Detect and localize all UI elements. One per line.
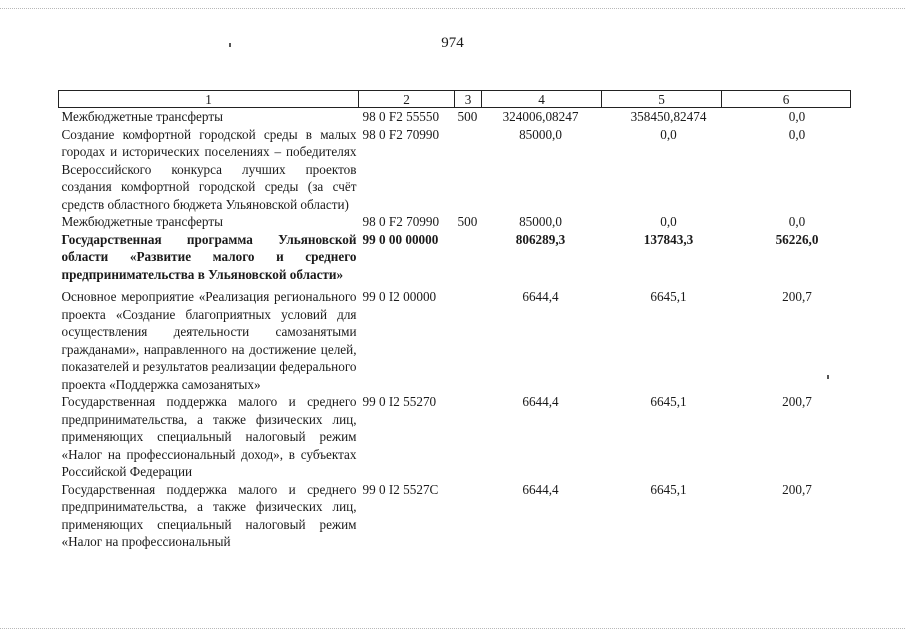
row-code: 98 0 F2 70990 — [362, 126, 440, 142]
row-group — [455, 283, 482, 393]
row-group — [455, 393, 482, 481]
row-name: Межбюджетные трансферты — [61, 214, 223, 229]
row-name: Государственная поддержка малого и среднего предпринимательства, а также физических лиц, применяющих специальный налоговый режим «Налог на профессиональный доход», в субъектах Российской Федерации — [61, 394, 357, 479]
row-value-6: 56226,0 — [775, 231, 819, 247]
row-value-4: 806289,3 — [515, 231, 566, 247]
row-name: Межбюджетные трансферты — [61, 109, 223, 124]
header-col-1: 1 — [59, 91, 359, 108]
row-value-5: 6645,1 — [650, 394, 687, 409]
row-code: 98 0 F2 55550 — [362, 109, 440, 124]
row-name: Основное мероприятие «Реализация регионального проекта «Создание благоприятных условий для осуществления деятельности самозанятыми гражданами», направленного на достижение целей, показателей и результатов реализации федерального проекта «Поддержка самозанятых» — [61, 289, 357, 392]
row-group — [455, 231, 482, 284]
row-value-4: 6644,4 — [522, 289, 559, 304]
row-code: 99 0 00 00000 — [362, 231, 439, 247]
header-col-5: 5 — [602, 91, 722, 108]
row-code: 99 0 I2 5527C — [362, 481, 439, 497]
scan-speck — [229, 43, 231, 47]
header-col-4: 4 — [482, 91, 602, 108]
table-row — [59, 108, 851, 126]
row-value-6: 0,0 — [788, 126, 806, 142]
row-code: 98 0 F2 70990 — [362, 214, 440, 229]
row-value-5: 6645,1 — [650, 481, 687, 497]
row-code: 99 0 I2 00000 — [362, 289, 437, 304]
row-value-6: 200,7 — [782, 481, 812, 497]
top-scan-edge — [0, 8, 905, 9]
row-value-5: 358450,82474 — [630, 109, 707, 124]
header-col-2: 2 — [359, 91, 455, 108]
table-row — [59, 126, 851, 214]
bottom-scan-edge — [0, 628, 905, 629]
page-number: 974 — [441, 35, 464, 51]
header-col-3: 3 — [455, 91, 482, 108]
row-value-6: 200,7 — [782, 289, 812, 304]
table-row-program — [59, 231, 851, 284]
table-header-row — [59, 91, 851, 108]
row-value-4: 85000,0 — [519, 126, 562, 142]
row-group — [455, 126, 482, 214]
row-value-4: 6644,4 — [522, 394, 559, 409]
row-name: Государственная программа Ульяновской области «Развитие малого и среднего предпринимательства в Ульяновской области» — [61, 231, 357, 282]
table-row — [59, 393, 851, 481]
table-row — [59, 481, 851, 551]
table-row — [59, 283, 851, 393]
row-value-5: 137843,3 — [643, 231, 694, 247]
row-value-4: 85000,0 — [519, 214, 562, 229]
row-value-4: 6644,4 — [522, 481, 559, 497]
row-group: 500 — [457, 109, 478, 124]
row-value-6: 0,0 — [788, 214, 806, 229]
row-value-5: 0,0 — [660, 214, 677, 229]
row-name: Создание комфортной городской среды в малых городах и исторических поселениях – победителях Всероссийского конкурса лучших проектов создания комфортной городской среды (за счёт средств областного бюджета Ульяновской области) — [61, 126, 357, 212]
table-row — [59, 213, 851, 231]
row-value-5: 0,0 — [660, 126, 677, 142]
row-value-6: 0,0 — [788, 109, 806, 124]
row-value-4: 324006,08247 — [502, 109, 579, 124]
header-col-6: 6 — [722, 91, 851, 108]
row-name: Государственная поддержка малого и среднего предпринимательства, а также физических лиц, применяющих специальный налоговый режим «Налог на профессиональный — [61, 481, 357, 549]
row-value-5: 6645,1 — [650, 289, 687, 304]
row-group — [455, 481, 482, 551]
budget-table — [58, 90, 851, 551]
row-value-6: 200,7 — [782, 394, 812, 409]
row-group: 500 — [457, 214, 478, 229]
row-code: 99 0 I2 55270 — [362, 394, 437, 409]
